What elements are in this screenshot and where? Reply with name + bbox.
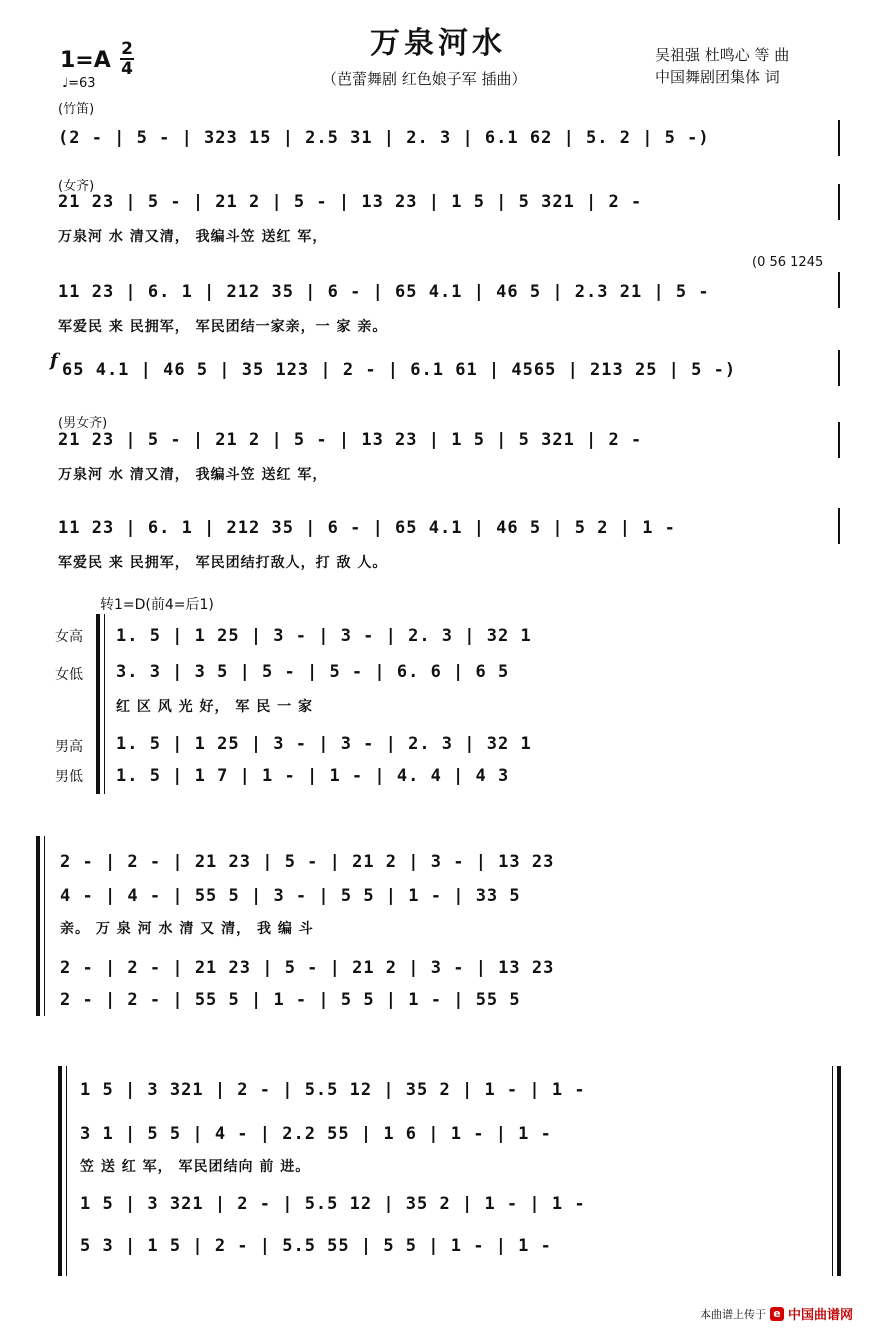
choir1-soprano: 1. 5 | 1 25 | 3 - | 3 - | 2. 3 | 32 1	[116, 626, 532, 646]
choir1-tenor: 1. 5 | 1 25 | 3 - | 3 - | 2. 3 | 32 1	[116, 734, 532, 754]
site-logo-icon: e	[770, 1307, 784, 1321]
notation-row-6: 11 23 | 6. 1 | 212 35 | 6 - | 65 4.1 | 46 5 | 5 2 | 1 -	[58, 518, 676, 538]
upload-text: 本曲谱上传于	[700, 1307, 766, 1321]
page-title: 万泉河水	[370, 26, 506, 61]
choir2-soprano: 2 - | 2 - | 21 23 | 5 - | 21 2 | 3 - | 13 23	[60, 852, 555, 872]
forte-mark: f	[50, 350, 58, 371]
choir2-alto: 4 - | 4 - | 55 5 | 3 - | 5 5 | 1 - | 33 5	[60, 886, 521, 906]
choir2-lyrics: 亲。 万 泉 河 水 清 又 清， 我 编 斗	[60, 921, 314, 937]
lyricist-credit: 中国舞剧团集体 词	[655, 68, 780, 86]
notation-row-5: 21 23 | 5 - | 21 2 | 5 - | 13 23 | 1 5 | 5 321 | 2 -	[58, 430, 643, 450]
voice-label-tenor: 男高	[55, 739, 83, 755]
lyrics-row-2: 万泉河 水 清又清， 我编斗笠 送红 军，	[58, 229, 328, 245]
subtitle: （芭蕾舞剧 红色娘子军 插曲）	[322, 70, 527, 88]
key-signature: 1=A	[60, 48, 111, 73]
choir3-lyrics: 笠 送 红 军， 军民团结向 前 进。	[80, 1159, 311, 1175]
flute-label: (竹笛)	[58, 102, 95, 117]
choir2-tenor: 2 - | 2 - | 21 23 | 5 - | 21 2 | 3 - | 13 23	[60, 958, 555, 978]
voice-label-alto: 女低	[55, 667, 83, 683]
choir3-alto: 3 1 | 5 5 | 4 - | 2.2 55 | 1 6 | 1 - | 1 -	[80, 1124, 552, 1144]
choir3-bass: 5 3 | 1 5 | 2 - | 5.5 55 | 5 5 | 1 - | 1 -	[80, 1236, 552, 1256]
mixed-label: (男女齐)	[58, 416, 108, 431]
composer-credit: 吴祖强 杜鸣心 等 曲	[655, 46, 790, 64]
site-name[interactable]: 中国曲谱网	[788, 1308, 854, 1323]
pre-note-label: (0 56 1245	[752, 255, 824, 270]
time-signature-top: 2	[121, 39, 133, 59]
choir2-bass: 2 - | 2 - | 55 5 | 1 - | 5 5 | 1 - | 55 5	[60, 990, 521, 1010]
notation-row-2: 21 23 | 5 - | 21 2 | 5 - | 13 23 | 1 5 | 5 321 | 2 -	[58, 192, 643, 212]
modulation-label: 转1=D(前4=后1)	[100, 597, 214, 613]
women-label: (女齐)	[58, 179, 95, 194]
choir1-bass: 1. 5 | 1 7 | 1 - | 1 - | 4. 4 | 4 3	[116, 766, 510, 786]
choir3-tenor: 1 5 | 3 321 | 2 - | 5.5 12 | 35 2 | 1 - | 1 -	[80, 1194, 586, 1214]
lyrics-row-5: 万泉河 水 清又清， 我编斗笠 送红 军，	[58, 467, 328, 483]
notation-row-1: (2 - | 5 - | 323 15 | 2.5 31 | 2. 3 | 6.1 62 | 5. 2 | 5 -)	[58, 128, 710, 148]
lyrics-row-6: 军爱民 来 民拥军， 军民团结打敌人，打 敌 人。	[58, 555, 388, 571]
notation-row-3: 11 23 | 6. 1 | 212 35 | 6 - | 65 4.1 | 46 5 | 2.3 21 | 5 -	[58, 282, 710, 302]
time-signature	[120, 40, 134, 78]
notation-row-4: 65 4.1 | 46 5 | 35 123 | 2 - | 6.1 61 | 4565 | 213 25 | 5 -)	[62, 360, 737, 380]
choir1-lyrics: 红 区 风 光 好， 军 民 一 家	[116, 699, 313, 715]
footer	[700, 1304, 853, 1323]
voice-label-soprano: 女高	[55, 629, 83, 645]
choir1-alto: 3. 3 | 3 5 | 5 - | 5 - | 6. 6 | 6 5	[116, 662, 510, 682]
voice-label-bass: 男低	[55, 769, 83, 785]
lyrics-row-3: 军爱民 来 民拥军， 军民团结一家亲，一 家 亲。	[58, 319, 388, 335]
choir3-soprano: 1 5 | 3 321 | 2 - | 5.5 12 | 35 2 | 1 - | 1 -	[80, 1080, 586, 1100]
tempo-marking: ♩=63	[62, 76, 96, 91]
time-signature-bottom: 4	[121, 59, 133, 79]
